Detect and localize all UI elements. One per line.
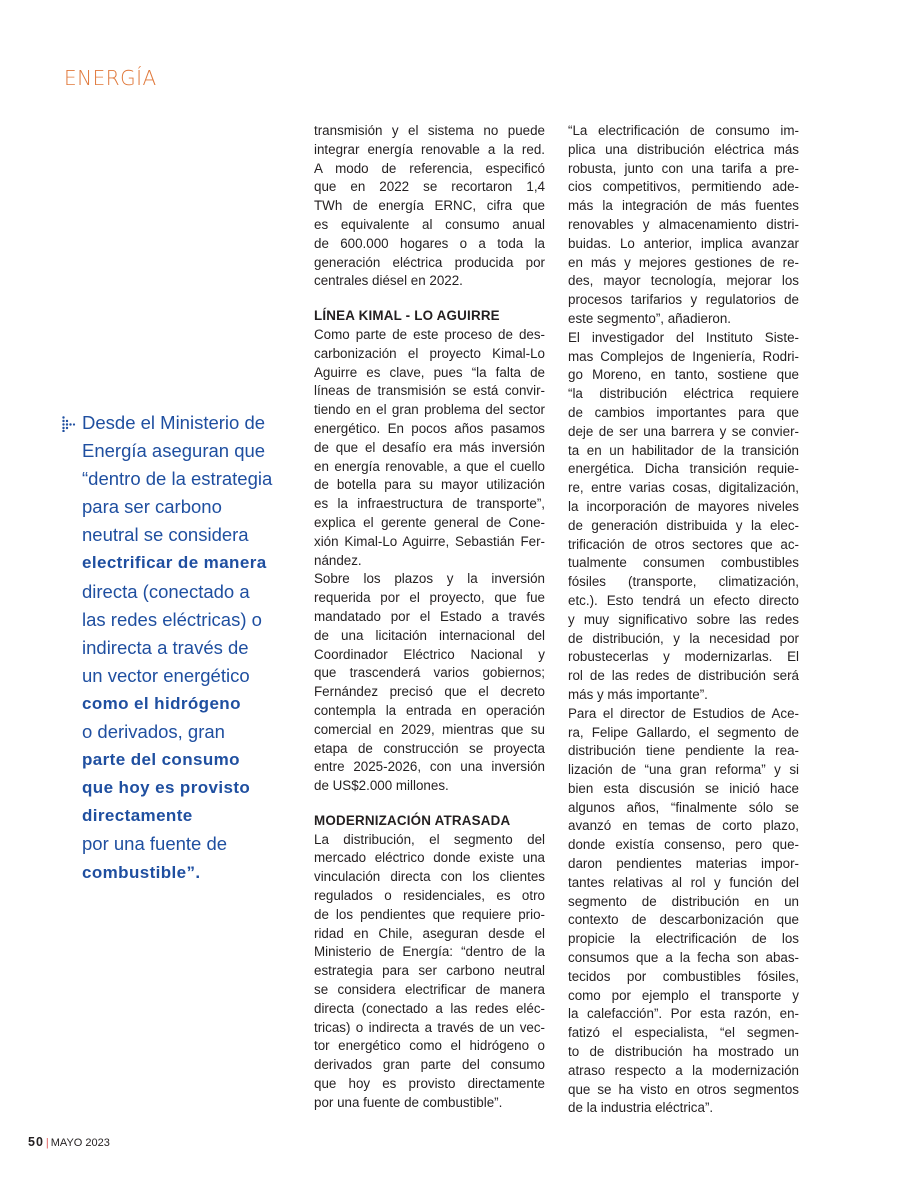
text-line: derivados gran parte del consumo	[314, 1057, 545, 1073]
text-line: tecidos por combustibles fósiles,	[568, 968, 799, 984]
pull-quote-line: neutral se considera	[82, 524, 249, 546]
text-line: líneas de transmisión se está convir-	[314, 383, 545, 399]
paragraph	[568, 122, 799, 329]
text-line: de la industria eléctrica”.	[568, 1100, 714, 1116]
text-line: centrales diésel en 2022.	[314, 273, 463, 289]
text-line: se considera electrificar de manera	[314, 982, 545, 998]
text-line: de US$2.000 millones.	[314, 778, 449, 794]
text-line: que hoy es provisto directamente	[314, 1076, 545, 1092]
text-line: requerida por el proyecto, que fue	[314, 590, 545, 606]
text-line: TWh de energía ERNC, cifra que	[314, 198, 545, 214]
pull-quote-line: combustible”.	[82, 862, 201, 882]
text-line: directa (conectado a las redes eléc-	[314, 1000, 545, 1016]
text-line: trificación de otros sectores que ac-	[568, 536, 799, 552]
text-line: MODERNIZACIÓN ATRASADA	[314, 812, 511, 828]
text-line: renovables y almacenamiento distri-	[568, 216, 799, 232]
pull-quote-line: o derivados, gran	[82, 721, 225, 743]
section-heading	[314, 307, 545, 326]
text-line: avanzó en temas de corto plazo,	[568, 818, 799, 834]
text-line: algunos años, “finalmente sólo se	[568, 799, 799, 815]
text-line: etapa de construcción se proyecta	[314, 740, 545, 756]
text-line: Coordinador Eléctrico Nacional y	[314, 646, 545, 662]
text-line: por una fuente de combustible”.	[314, 1094, 503, 1110]
text-line: la calefacción”. Por esta razón, en-	[568, 1006, 799, 1022]
text-line: es equivalente al consumo anual	[314, 216, 545, 232]
text-line: tualmente consumen combustibles	[568, 555, 799, 571]
text-line: deje de ser una barrera y se convier-	[568, 423, 799, 439]
text-line: contempla la entrada en operación	[314, 702, 545, 718]
pull-quote-line: electrificar de manera	[82, 553, 267, 573]
text-line: la incorporación de mayores niveles	[568, 498, 799, 514]
text-line: Sobre los plazos y la inversión	[314, 571, 545, 587]
article-column-right	[568, 122, 799, 1118]
text-line: procesos tarifarios y regulatorios de	[568, 292, 799, 308]
paragraph	[314, 122, 545, 291]
text-line: más y más importante”.	[568, 686, 708, 702]
text-line: robusta, junto con una tarifa a pre-	[568, 160, 799, 176]
text-line: “La electrificación de consumo im-	[568, 123, 799, 138]
text-line: ra, Felipe Gallardo, el segmento de	[568, 724, 799, 740]
text-line: fatizó el especialista, “el segmen-	[568, 1025, 799, 1041]
text-line: donde existía consenso, pero que-	[568, 837, 799, 853]
paragraph	[314, 570, 545, 796]
pull-quote-line: “dentro de la estrategia	[82, 468, 273, 490]
text-line: distribución tiene pendiente la rea-	[568, 743, 799, 759]
text-line: etc.). Esto tendrá un efecto directo	[568, 592, 799, 608]
text-line: lización de “una gran reforma” y si	[568, 762, 799, 778]
text-line: rol de las redes de distribución será	[568, 668, 799, 684]
text-line: comercial en 2029, mientras que su	[314, 721, 545, 737]
text-line: Aguirre es clave, pues “la falta de	[314, 364, 545, 380]
text-line: segmento de distribución en un	[568, 893, 799, 909]
pull-quote-line: que hoy es provisto	[82, 778, 251, 798]
text-line: tor energético como el hidrógeno o	[314, 1038, 545, 1054]
text-line: to de distribución ha mostrado un	[568, 1044, 799, 1060]
pull-quote-line: Energía aseguran que	[82, 440, 266, 462]
text-line: de distribución, y la necesidad por	[568, 630, 799, 646]
pull-quote-line: directamente	[82, 806, 193, 826]
text-line: generación eléctrica producida por	[314, 254, 545, 270]
section-label: ENERGÍA	[64, 66, 157, 90]
text-line: plica una distribución eléctrica más	[568, 141, 799, 157]
pull-quote-line: las redes eléctricas) o	[82, 608, 262, 630]
text-line: des, mayor tecnología, mejorar los	[568, 273, 799, 289]
text-line: consumos que a la fecha son abas-	[568, 950, 799, 966]
dotted-arrow-icon	[62, 416, 76, 437]
text-line: estrategia para ser carbono neutral	[314, 963, 545, 979]
text-line: carbonización el proyecto Kimal-Lo	[314, 345, 545, 361]
text-line: energética. Dicha transición requie-	[568, 461, 799, 477]
text-line: de cambios importantes para que	[568, 404, 799, 420]
text-line: Como parte de este proceso de des-	[314, 326, 545, 342]
text-line: de generación distribuida y la elec-	[568, 517, 799, 533]
text-line: LÍNEA KIMAL - LO AGUIRRE	[314, 308, 500, 324]
text-line: transmisión y el sistema no puede	[314, 123, 545, 138]
text-line: ta en un habilitador de la transición	[568, 442, 799, 458]
text-line: xión Kimal-Lo Aguirre, Sebastián Fer-	[314, 533, 545, 549]
text-line: cios competitivos, permitiendo ade-	[568, 179, 799, 195]
text-line: de los pendientes que requiere prio-	[314, 906, 545, 922]
text-line: de que el desafío era más inversión	[314, 439, 545, 455]
text-line: más la integración de más fuentes	[568, 198, 799, 214]
text-line: que en 2022 se recortaron 1,4	[314, 179, 545, 195]
text-line: tricas) o indirecta a través de un vec-	[314, 1019, 545, 1035]
text-line: vinculación directa con los clientes	[314, 869, 545, 885]
text-line: Fernández precisó que el decreto	[314, 684, 545, 700]
text-line: tiendo en el gran problema del sector	[314, 402, 545, 418]
text-line: entre 2025-2026, con una inversión	[314, 759, 545, 775]
text-line: como por ejemplo el transporte y	[568, 987, 799, 1003]
text-line: Ministerio de Energía: “dentro de la	[314, 944, 545, 960]
paragraph	[568, 329, 799, 705]
text-line: explica el gerente general de Cone-	[314, 514, 545, 530]
text-line: ridad en Chile, aseguran desde el	[314, 925, 545, 941]
text-line: que trascenderá varios gobiernos;	[314, 665, 545, 681]
text-line: en energía renovable, a que el cuello	[314, 458, 545, 474]
pull-quote-line: indirecta a través de	[82, 636, 249, 658]
paragraph	[314, 326, 545, 570]
article-column-middle	[314, 122, 545, 1113]
text-line: de 600.000 hogares o a toda la	[314, 235, 545, 251]
paragraph	[568, 705, 799, 1119]
text-line: bien esta discusión se inició hace	[568, 780, 799, 796]
text-line: La distribución, el segmento del	[314, 831, 545, 847]
text-line: regulados o residenciales, es otro	[314, 888, 545, 904]
text-line: y muy significativo sobre las redes	[568, 611, 799, 627]
text-line: tantes relativas al rol y función del	[568, 874, 799, 890]
page-footer	[28, 1135, 110, 1149]
text-line: robustecerlas y modernizarlas. El	[568, 649, 799, 665]
section-heading	[314, 812, 545, 831]
text-line: daron pendientes materias impor-	[568, 856, 799, 872]
text-line: es la infraestructura de transporte”,	[314, 496, 545, 512]
pull-quote-line: como el hidrógeno	[82, 693, 241, 713]
text-line: go Moreno, en tanto, sostiene que	[568, 367, 799, 383]
pull-quote	[82, 409, 272, 887]
text-line: fósiles (transporte, climatización,	[568, 574, 799, 590]
text-line: mandatado por el Estado a través	[314, 608, 545, 624]
text-line: contexto de descarbonización que	[568, 912, 799, 928]
footer-separator: |	[45, 1137, 49, 1149]
pull-quote-line: directa (conectado a	[82, 580, 250, 602]
issue-date: MAYO 2023	[50, 1137, 110, 1149]
pull-quote-line: un vector energético	[82, 664, 250, 686]
text-line: que se ha visto en otros segmentos	[568, 1081, 799, 1097]
text-line: mercado eléctrico donde existe una	[314, 850, 545, 866]
text-line: buidas. Lo anterior, implica avanzar	[568, 235, 799, 251]
page-number: 50	[28, 1135, 44, 1149]
text-line: “la distribución eléctrica requiere	[568, 386, 799, 402]
pull-quote-line: para ser carbono	[82, 496, 222, 518]
text-line: en más y mejores gestiones de re-	[568, 254, 799, 270]
text-line: Para el director de Estudios de Ace-	[568, 705, 799, 721]
text-line: A modo de referencia, especificó	[314, 160, 545, 176]
text-line: atraso respecto a la modernización	[568, 1062, 799, 1078]
pull-quote-line: parte del consumo	[82, 750, 240, 770]
pull-quote-line: por una fuente de	[82, 833, 228, 855]
text-line: propicie la electrificación de los	[568, 931, 799, 947]
text-line: nández.	[314, 552, 362, 568]
text-line: re, entre varias cosas, digitalización,	[568, 480, 799, 496]
text-line: este segmento”, añadieron.	[568, 310, 732, 326]
text-line: mas Complejos de Ingeniería, Rodri-	[568, 348, 799, 364]
pull-quote-line: Desde el Ministerio de	[82, 412, 266, 433]
paragraph	[314, 831, 545, 1113]
text-line: integrar energía renovable a la red.	[314, 141, 545, 157]
text-line: de una licitación internacional del	[314, 627, 545, 643]
text-line: de botella para su mayor utilización	[314, 477, 545, 493]
text-line: energético. En pocos años pasamos	[314, 420, 545, 436]
text-line: El investigador del Instituto Siste-	[568, 329, 799, 345]
